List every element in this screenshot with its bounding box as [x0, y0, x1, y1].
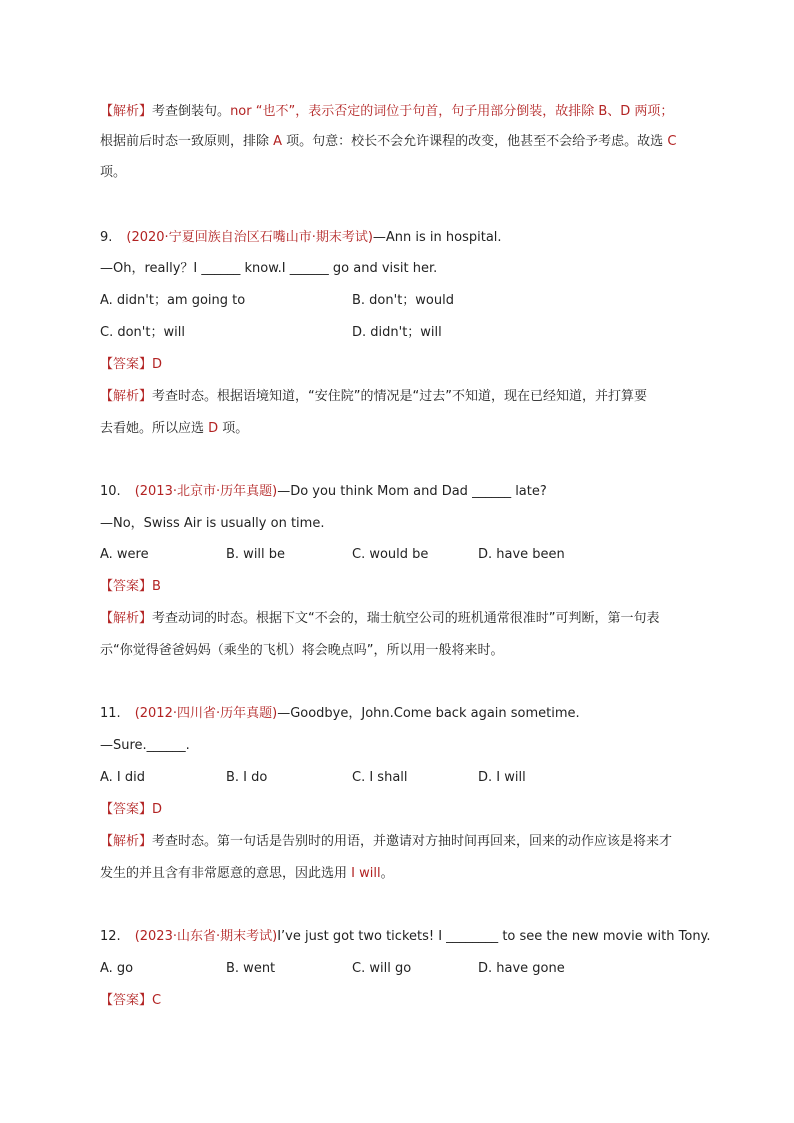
question-12-option-c: C. will go: [352, 961, 412, 976]
intro-analysis-line-2: 根据前后时态一致原则，排除 A 项。句意：校长不会允许课程的改变，他甚至不会给予考虑。故选 C: [100, 134, 677, 149]
question-11-option-b: B. I do: [226, 770, 268, 785]
question-source: (2012·四川省·历年真题): [134, 706, 278, 721]
analysis-label: 【解析】: [100, 104, 153, 119]
question-10-option-b: B. will be: [226, 547, 286, 562]
question-12-option-a: A. go: [100, 961, 134, 976]
question-source: (2020·宁夏回族自治区石嘴山市·期末考试): [126, 230, 373, 245]
intro-analysis-line-1: 【解析】考查倒装句。nor “也不”，表示否定的词位于句首，句子用部分倒装，故排除 B、D 两项；: [100, 104, 674, 119]
question-12-option-d: D. have gone: [478, 961, 565, 976]
question-12-answer: 【答案】C: [100, 993, 162, 1008]
question-9-option-a: A. didn't；am going to: [100, 293, 246, 308]
question-12-option-b: B. went: [226, 961, 276, 976]
question-10-analysis-2: 示“你觉得爸爸妈妈（乘坐的飞机）将会晚点吗”，所以用一般将来时。: [100, 643, 504, 658]
question-source: (2013·北京市·历年真题): [134, 484, 278, 499]
question-12-stem: 12. (2023·山东省·期末考试)I’ve just got two tickets! I ________ to see the new movie with Tony.: [100, 929, 711, 944]
question-10-option-a: A. were: [100, 547, 149, 562]
question-10-stem-2: —No，Swiss Air is usually on time.: [100, 516, 325, 531]
question-10-stem: 10. (2013·北京市·历年真题)—Do you think Mom and Dad ______ late?: [100, 484, 547, 499]
question-10-answer: 【答案】B: [100, 579, 161, 594]
question-11-stem-2: —Sure.______.: [100, 738, 190, 753]
question-9-analysis-1: 【解析】考查时态。根据语境知道，“安住院”的情况是“过去”不知道，现在已经知道，并打算要: [100, 389, 647, 404]
question-9-option-b: B. don't；would: [352, 293, 454, 308]
question-11-option-a: A. I did: [100, 770, 146, 785]
question-source: (2023·山东省·期末考试): [134, 929, 278, 944]
question-10-option-d: D. have been: [478, 547, 565, 562]
question-10-option-c: C. would be: [352, 547, 429, 562]
question-11-stem: 11. (2012·四川省·历年真题)—Goodbye，John.Come back again sometime.: [100, 706, 580, 721]
question-11-analysis-2: 发生的并且含有非常愿意的意思，因此选用 I will。: [100, 866, 394, 881]
question-11-option-d: D. I will: [478, 770, 526, 785]
question-9-analysis-2: 去看她。所以应选 D 项。: [100, 421, 249, 436]
question-11-option-c: C. I shall: [352, 770, 408, 785]
question-9-stem-2: —Oh，really？I ______ know.I ______ go and visit her.: [100, 261, 438, 276]
question-11-answer: 【答案】D: [100, 802, 163, 817]
question-11-analysis-1: 【解析】考查时态。第一句话是告别时的用语，并邀请对方抽时间再回来，回来的动作应该是将来才: [100, 834, 673, 849]
question-9-option-c: C. don't；will: [100, 325, 185, 340]
question-9-stem: 9. (2020·宁夏回族自治区石嘴山市·期末考试)—Ann is in hospital.: [100, 230, 502, 245]
question-9-option-d: D. didn't；will: [352, 325, 442, 340]
question-10-analysis-1: 【解析】考查动词的时态。根据下文“不会的，瑞士航空公司的班机通常很准时”可判断，第一句表: [100, 611, 660, 626]
question-9-answer: 【答案】D: [100, 357, 163, 372]
intro-analysis-line-3: 项。: [100, 165, 127, 180]
